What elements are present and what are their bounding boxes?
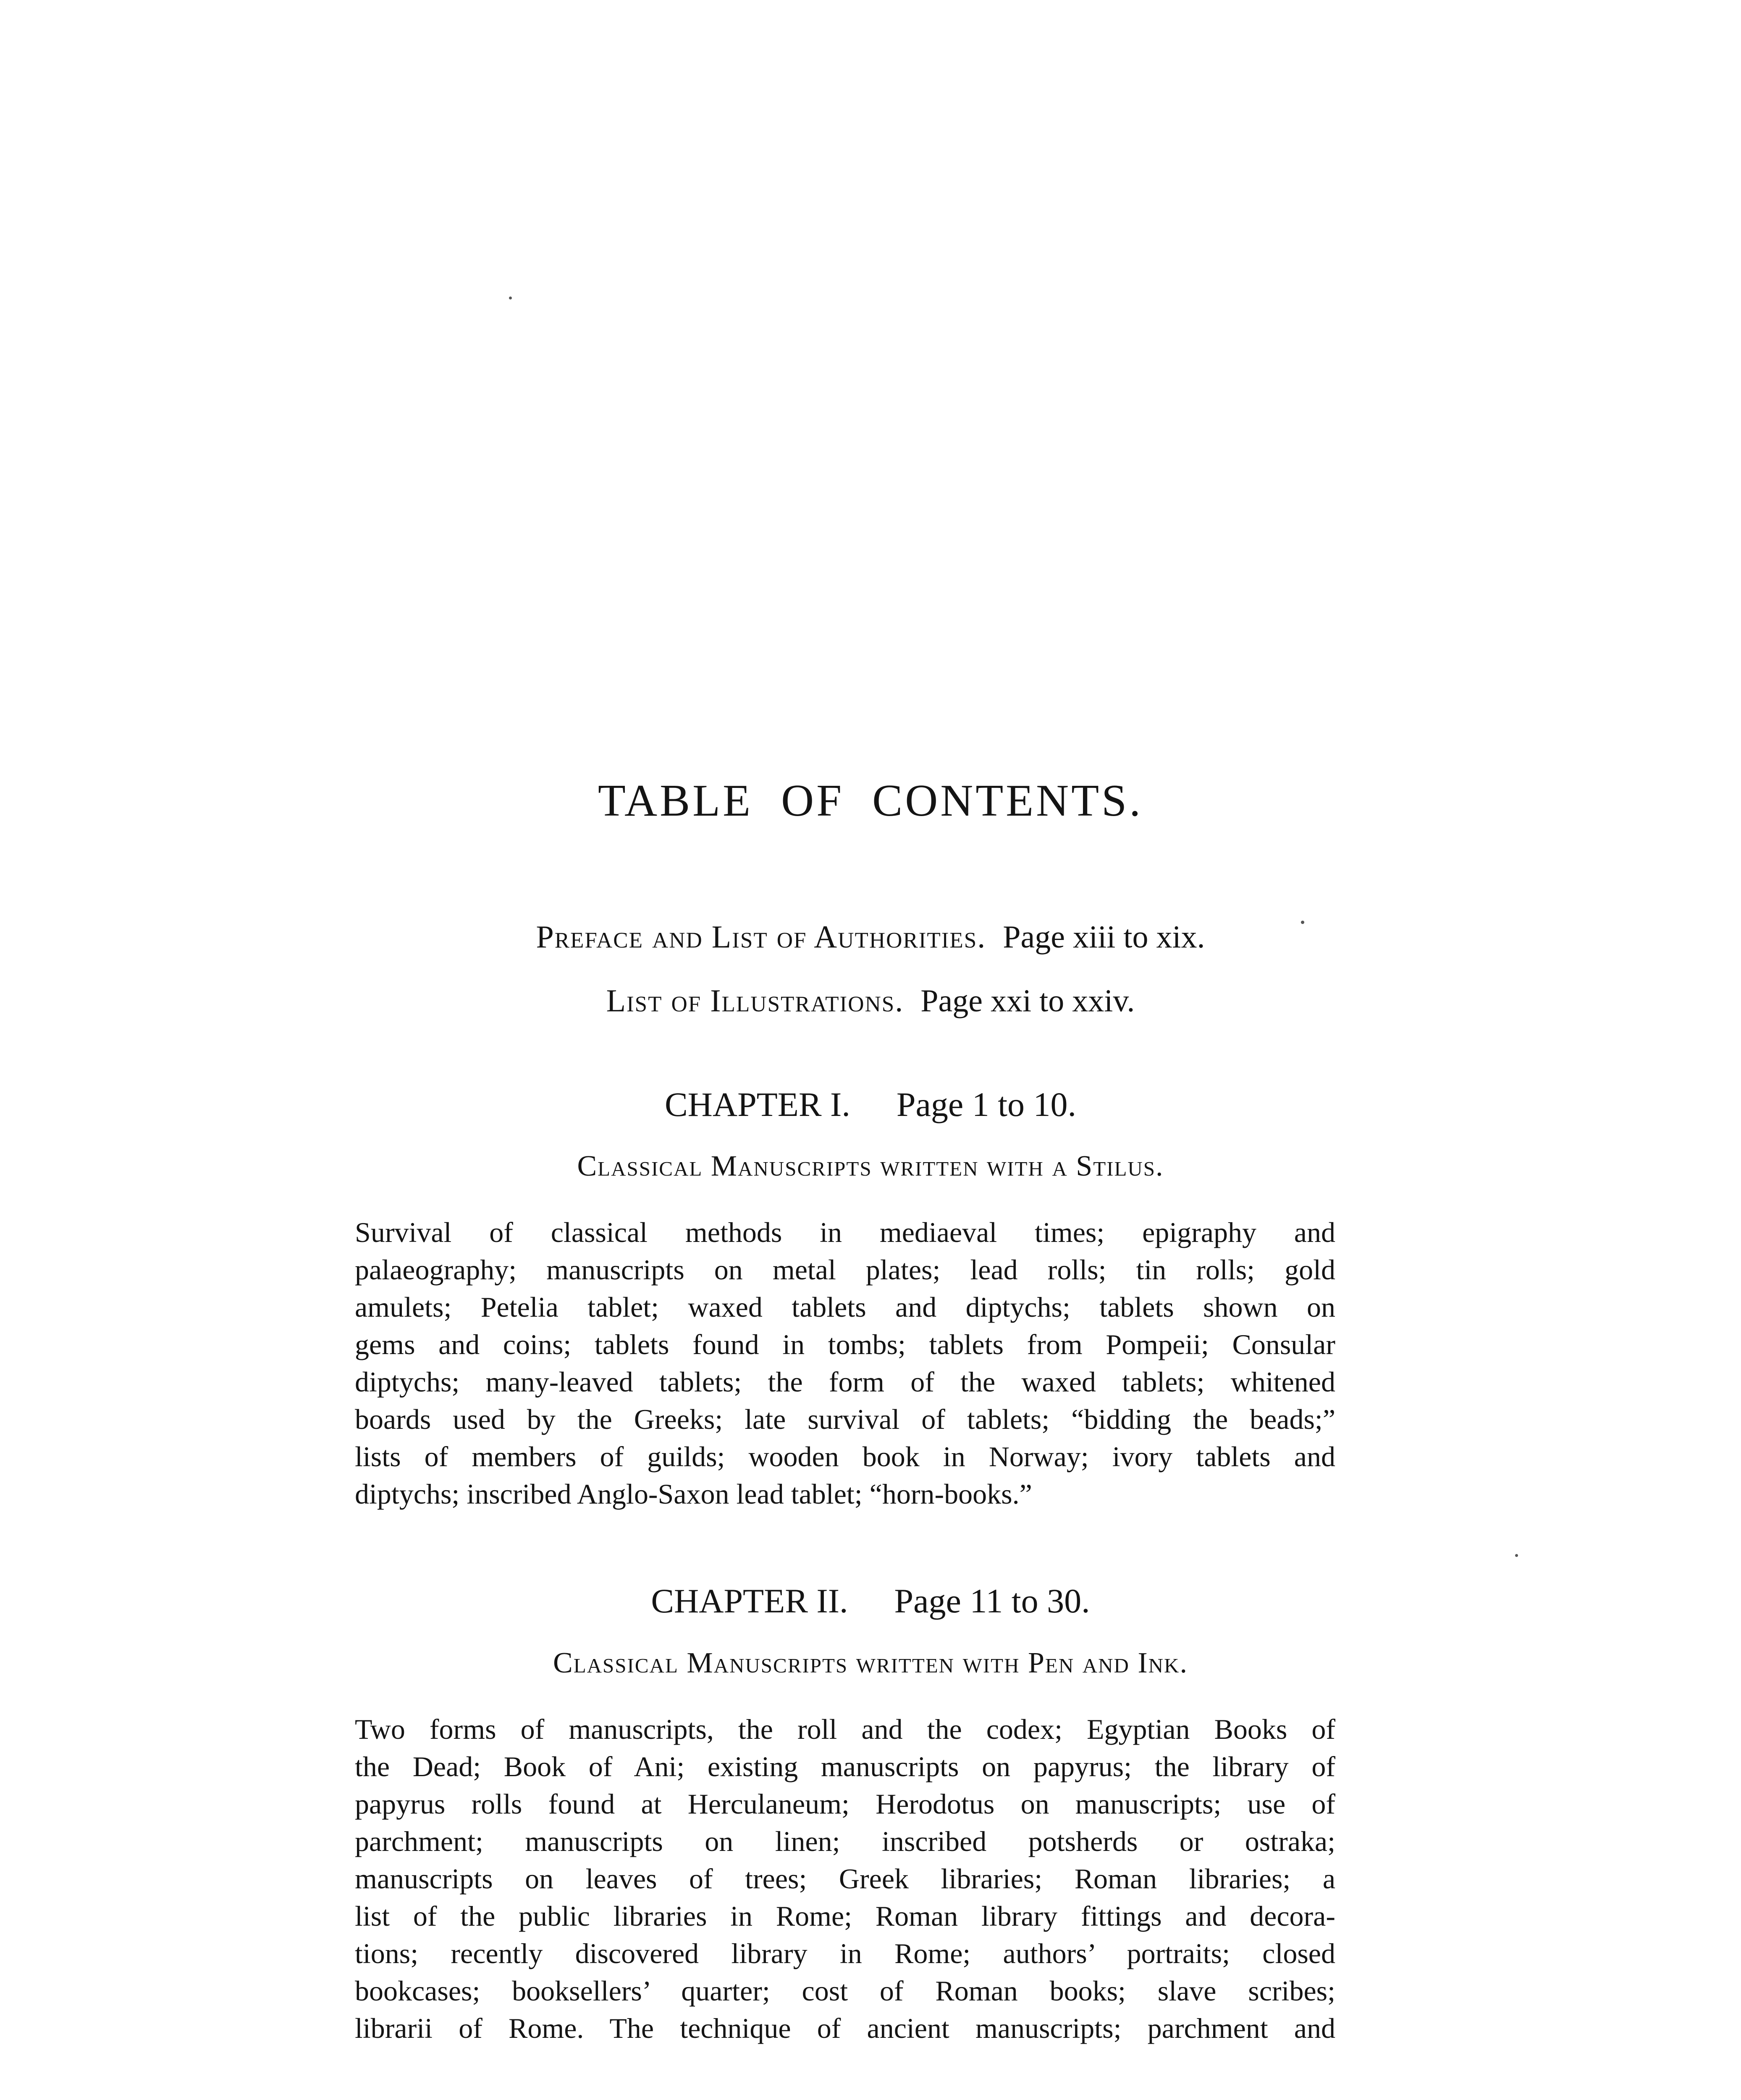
chapter-2-summary [355,1711,1335,2047]
summary-line: diptychs; inscribed Anglo-Saxon lead tablet; “horn-books.” [355,1478,1032,1510]
summary-line: diptychs; many-leaved tablets; the form of the waxed tablets; whitened [355,1366,1335,1398]
toc-entry-preface [0,919,1741,956]
summary-line: the Dead; Book of Ani; existing manuscripts on papyrus; the library of [355,1751,1335,1782]
summary-line: boards used by the Greeks; late survival of tablets; “bidding the beads;” [355,1403,1335,1435]
chapter-2-heading [0,1581,1741,1621]
summary-line: lists of members of guilds; wooden book in Norway; ivory tablets and [355,1441,1335,1473]
page-title: TABLE OF CONTENTS. [598,776,1143,826]
summary-line: bookcases; booksellers’ quarter; cost of Roman books; slave scribes; [355,1975,1335,2007]
chapter-pages: Page 11 to 30. [894,1582,1090,1620]
toc-entry-pages: Page xxi to xxiv. [920,983,1135,1018]
chapter-2-subtitle: Classical Manuscripts written with Pen and Ink. [553,1647,1188,1679]
summary-line: parchment; manuscripts on linen; inscribed potsherds or ostraka; [355,1825,1335,1857]
chapter-1-subtitle: Classical Manuscripts written with a Stilus. [577,1150,1164,1182]
summary-line: Two forms of manuscripts, the roll and the codex; Egyptian Books of [355,1713,1335,1745]
summary-line: tions; recently discovered library in Rome; authors’ portraits; closed [355,1937,1335,1969]
summary-line: list of the public libraries in Rome; Roman library fittings and decora- [355,1900,1335,1932]
summary-line: papyrus rolls found at Herculaneum; Herodotus on manuscripts; use of [355,1788,1335,1820]
toc-entry-label: Preface and List of Authorities. [536,919,986,955]
toc-entry-label: List of Illustrations. [606,983,904,1018]
summary-line: amulets; Petelia tablet; waxed tablets and diptychs; tablets shown on [355,1291,1335,1323]
chapter-title: CHAPTER II. [651,1582,848,1620]
summary-line: palaeography; manuscripts on metal plates; lead rolls; tin rolls; gold [355,1254,1335,1286]
chapter-title: CHAPTER I. [664,1085,850,1124]
scan-speck [509,297,512,299]
chapter-1-summary [355,1214,1335,1513]
summary-line: Survival of classical methods in mediaeval times; epigraphy and [355,1216,1335,1248]
toc-entry-pages: Page xiii to xix. [1003,919,1205,955]
summary-line: manuscripts on leaves of trees; Greek libraries; Roman libraries; a [355,1863,1335,1895]
chapter-pages: Page 1 to 10. [896,1085,1077,1124]
scan-speck [1515,1554,1518,1557]
summary-line: librarii of Rome. The technique of ancient manuscripts; parchment and [355,2012,1335,2044]
chapter-1-heading [0,1085,1741,1124]
toc-entry-illustrations [0,983,1741,1019]
summary-line: gems and coins; tablets found in tombs; tablets from Pompeii; Consular [355,1328,1335,1360]
